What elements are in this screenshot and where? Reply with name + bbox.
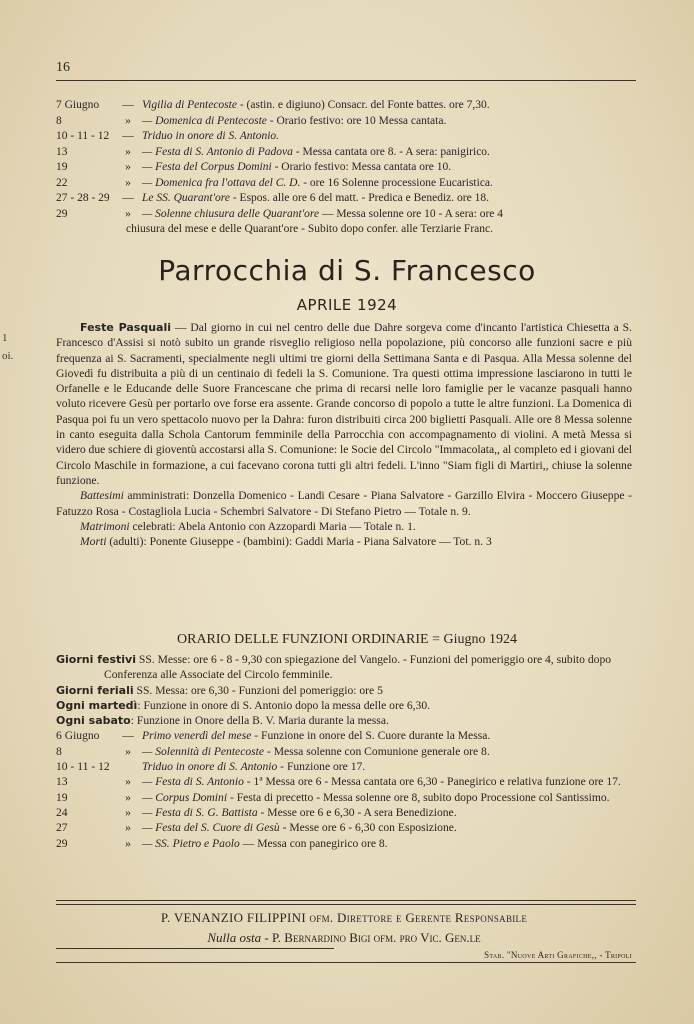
- parish-heading: Parrocchia di S. Francesco: [158, 254, 536, 287]
- schedule-row: 27 - 28 - 29 — Le SS. Quarant'ore - Espos. alle ore 6 del matt. - Predica e Benediz. ore 18.: [56, 192, 489, 204]
- orario-row: Giorni festivi SS. Messe: ore 6 - 8 - 9,30 con spiegazione del Vangelo. - Funzioni del pomeriggio ore 4, subito dopo Conferenza alle Associate del Circolo femminile.: [56, 653, 612, 682]
- schedule-row: 13 » — Festa di S. Antonio di Padova - Messa cantata ore 8. - A sera: panigirico.: [56, 145, 490, 158]
- function-row: 6 Giugno — Primo venerdì del mese - Funzione in onore del S. Cuore durante la Messa.: [56, 729, 491, 743]
- margin-mark: 1: [2, 332, 8, 344]
- function-row: 29 » — SS. Pietro e Paolo — Messa con panegirico ore 8.: [56, 836, 388, 850]
- orario-row: Giorni feriali SS. Messa: ore 6,30 - Funzioni del pomeriggio: ore 5: [56, 683, 383, 697]
- footer-divider: [56, 900, 636, 905]
- june-schedule: [56, 98, 632, 238]
- orario-row: Ogni sabato: Funzione in Onore della B. V. Maria durante la messa.: [56, 714, 389, 728]
- deaths-paragraph: Morti (adulti): Ponente Giuseppe - (bambini): Gaddi Maria - Piana Salvatore — Tot. n. 3: [80, 535, 492, 549]
- schedule-row: 19 » — Festa del Corpus Domini - Orario festivo: Messa cantata ore 10.: [56, 161, 452, 173]
- schedule-row: 22 » — Domenica fra l'ottava del C. D. - ore 16 Solenne processione Eucaristica.: [56, 176, 493, 189]
- month-heading: APRILE 1924: [296, 296, 398, 314]
- schedule-heading: ORARIO DELLE FUNZIONI ORDINARIE = Giugno 1924: [177, 632, 517, 647]
- director-credit: P. VENANZIO FILIPPINI ofm. Direttore e Gerente Responsabile: [160, 910, 528, 925]
- marriages-paragraph: Matrimoni celebrati: Abela Antonio con Azzopardi Maria — Totale n. 1.: [80, 519, 416, 533]
- bottom-rule: [56, 962, 636, 963]
- function-row: 8 » — Solennità di Pentecoste - Messa solenne con Comunione generale ore 8.: [56, 744, 490, 758]
- function-row: 13 » — Festa di S. Antonio - 1ª Messa ore 6 - Messa cantata ore 6,30 - Panegirico e relativa funzione ore 17.: [56, 775, 621, 789]
- orario-row: Ogni martedì: Funzione in onore di S. Antonio dopo la messa delle ore 6,30.: [56, 698, 431, 712]
- april-report: [56, 320, 632, 549]
- schedule-row: 8 » — Domenica di Pentecoste - Orario festivo: ore 10 Messa cantata.: [56, 114, 447, 127]
- ordinary-functions: [56, 652, 632, 851]
- top-divider: [56, 80, 636, 81]
- function-row: 27 » — Festa del S. Cuore di Gesù - Messe ore 6 - 6,30 con Esposizione.: [56, 821, 457, 835]
- function-row: 24 » — Festa di S. G. Battista - Messe ore 6 e 6,30 - A sera Benedizione.: [56, 805, 457, 819]
- footer-rule: [56, 948, 334, 949]
- page-number: 16: [56, 60, 70, 75]
- schedule-row: 7 Giugno — Vigilia di Pentecoste - (astin. e digiuno) Consacr. del Fonte battes. ore 7,30.: [56, 99, 490, 111]
- schedule-row: 29 » — Solenne chiusura delle Quarant'ore — Messa solenne ore 10 - A sera: ore 4: [56, 207, 504, 220]
- schedule-row-continuation: chiusura del mese e delle Quarant'ore - Subito dopo confer. alle Terziarie Franc.: [126, 223, 493, 235]
- baptisms-paragraph: Battesimi amministrati: Donzella Domenico - Landi Cesare - Piana Salvatore - Garzillo Elvira - Moccero Giuseppe - Fatuzzo Rosa - Costagliola Lucia - Schembri Salvatore - Di Stefano Pietro — Totale n. 9.: [56, 489, 632, 518]
- function-row: 19 » — Corpus Domini - Festa di precetto - Messa solenne ore 8, subito dopo Processione col Santissimo.: [56, 790, 610, 804]
- printer-credit: Stab. "Nuove Arti Grafiche,, - Tripoli: [484, 950, 632, 960]
- margin-mark: oi.: [2, 350, 14, 362]
- function-row: 10 - 11 - 12 Triduo in onore di S. Antonio - Funzione ore 17.: [56, 760, 366, 774]
- schedule-row: 10 - 11 - 12 — Triduo in onore di S. Antonio.: [56, 130, 280, 142]
- easter-paragraph: Feste Pasquali — Dal giorno in cui nel centro delle due Dahre sorgeva come d'incanto l'artistica Chiesetta a S. Francesco d'Assisi si notò subito un grande risveglio religioso nella popolazione, più concorso alle funzioni sacre e più frequenza ai S. Sacramenti, specialmente negli ultimi tre giorni della Settimana Santa e di Pasqua. Alla Messa solenne del Giovedì fu distribuita a più di un centinaio di fedeli la S. Comunione. Tra questi ottima impressione lasciarono in tutti le Orfanelle e le Educande delle Suore Francescane che prima di recarsi nelle loro famiglie per le vacanze pasquali hanno voluto ricevere Gesù per portarlo ove forse era assente. Grande concorso di popolo a tutte le altre funzioni. La Domenica di Pasqua poi fu un vero spettacolo nuovo per la Dahra: furon distribuiti circa 200 biglietti Pasquali. Alle ore 8 Messa solenne in canto eseguita dalla Schola Cantorum femminile della Parrocchia con accompagnamento di violini. A metà Messa si videro due schiere di gioventù accostarsi alla S. Comunione: le Socie del Circolo "Immacolata,, al completo ed i giovani del Circolo Maschile in formazione, a cui facevano corona tutti gli altri fedeli. L'inno "Siam figli di Martiri,, chiuse la solenne funzione.: [56, 321, 633, 487]
- imprimatur-credit: Nulla osta - P. Bernardino Bigi ofm. pro Vic. Gen.le: [207, 930, 481, 945]
